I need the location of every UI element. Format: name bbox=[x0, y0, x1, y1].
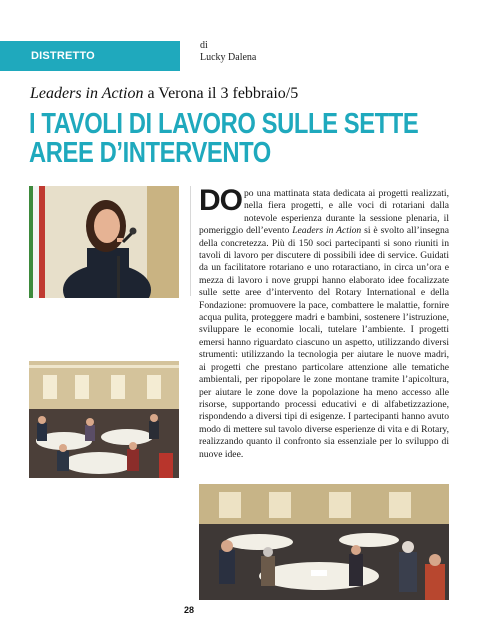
speaker-photo bbox=[29, 186, 179, 298]
kicker bbox=[30, 85, 298, 103]
article-text-start: po una mattinata stata dedicata ai progetti realizzati, nella fiera progetti, e alle voci di rotariani dalla notevole esperienza durante la sessione plenaria, il pomeriggio dell’evento bbox=[199, 188, 449, 237]
byline-author: Lucky Dalena bbox=[200, 52, 257, 63]
byline bbox=[200, 40, 256, 64]
byline-prefix: di bbox=[200, 40, 208, 51]
kicker-italic: Leaders in Action bbox=[30, 85, 144, 102]
kicker-rest: a Verona il 3 febbraio/5 bbox=[143, 85, 299, 102]
article-body bbox=[199, 184, 450, 461]
section-band bbox=[0, 41, 180, 71]
conference-room-photo bbox=[29, 361, 179, 478]
headline-line1: I TAVOLI DI LAVORO SULLE SETTE bbox=[29, 108, 419, 140]
conference-room-graphic bbox=[29, 361, 179, 478]
round-tables-photo bbox=[199, 484, 449, 600]
headline bbox=[29, 110, 418, 168]
column-divider bbox=[190, 186, 191, 296]
article-event-name: Leaders in Action bbox=[292, 225, 362, 237]
round-tables-graphic bbox=[199, 484, 449, 600]
speaker-photo-graphic bbox=[29, 186, 179, 298]
drop-cap: DO bbox=[199, 184, 242, 217]
headline-line2: AREE D’INTERVENTO bbox=[29, 137, 271, 169]
page-number: 28 bbox=[184, 605, 195, 615]
section-label: DISTRETTO bbox=[31, 50, 95, 62]
article-text-end: si è svolto all’insegna della concretezza. Più di 150 soci partecipanti si sono riuniti in tavoli di lavoro per discutere di possibili idee di service. Guidati da un facilitatore rotariano e uno rotaractiano, in circa un’ora e mezza di lavoro i nove gruppi hanno elaborato idee focalizzate sulle sette aree d’intervento del Rotary International e della Fondazione: promuovere la pace, combattere le malattie, fornire acqua pulita, proteggere madri e bambini, sostenere l’istruzione, sviluppare le economie locali, tutelare l’ambiente. I progetti emersi hanno riguardato ciascuno un aspetto, utilizzando diversi strumenti: utilizzando la tecnologia per aiutare le nuove madri, ai progetti che prestano particolare attenzione alle tematiche ambientali, per ripopolare le zone montane tramite l’apicoltura, per aiutare le zone dove la popolazione ha meno accesso alle risorse, supportando processi educativi e di alfabetizzazione, rispondendo a diversi tipi di esigenze. I partecipanti hanno avuto modo di mettere sul tavolo diverse esperienze di vita e di Rotary, realizzando quanto il confronto sia essenziale per lo sviluppo di nuove idee. bbox=[199, 225, 450, 460]
